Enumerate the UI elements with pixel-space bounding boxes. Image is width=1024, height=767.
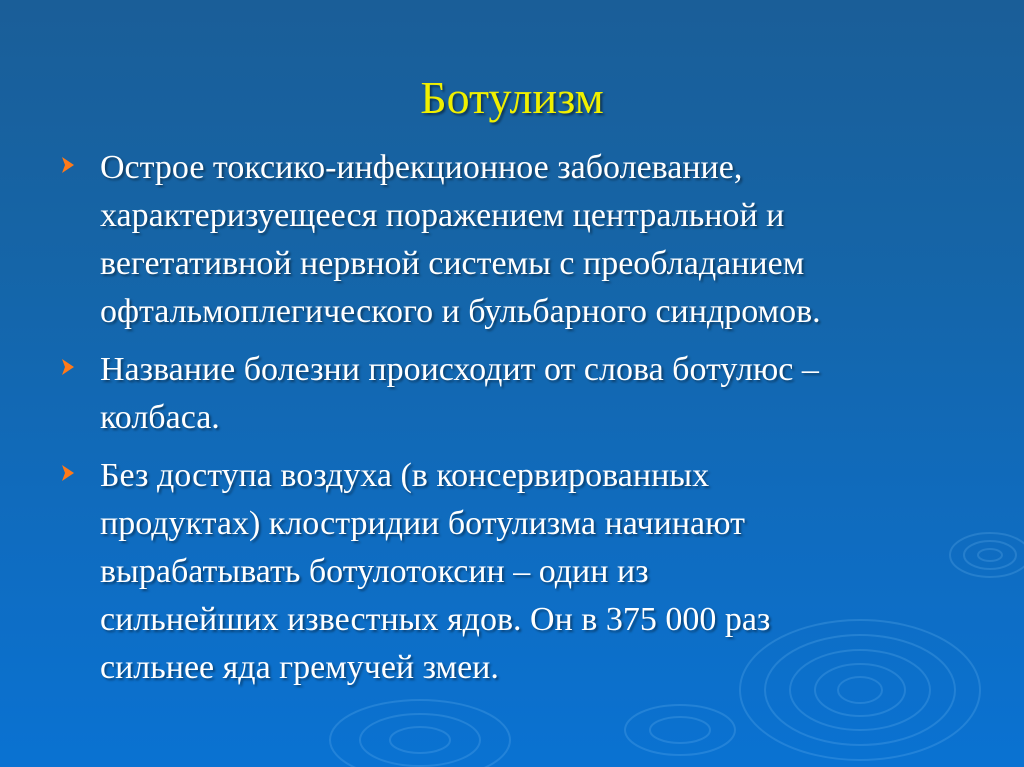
slide-title: Ботулизм [420,72,604,123]
bullet-line: вырабатывать ботулотоксин – один из [100,553,649,590]
bullet-line: Название болезни происходит от слова ботулюс – [100,351,819,388]
arrowhead-bullet-icon [62,157,74,173]
bullet-line: офтальмоплегического и бульбарного синдромов. [100,293,821,330]
bullet-list [62,144,982,702]
bullet-line: вегетативной нервной системы с преобладанием [100,245,805,282]
arrowhead-bullet-icon [62,465,74,481]
bullet-item [62,346,982,442]
bullet-item [62,144,982,336]
bullet-line: характеризуещееся поражением центральной и [100,197,785,234]
bullet-line: колбаса. [100,399,220,436]
arrowhead-bullet-icon [62,359,74,375]
bullet-line: сильнее яда гремучей змеи. [100,649,499,686]
bullet-line: Острое токсико-инфекционное заболевание, [100,149,743,186]
bullet-line: Без доступа воздуха (в консервированных [100,457,710,494]
bullet-item [62,452,982,692]
bullet-line: продуктах) клостридии ботулизма начинают [100,505,745,542]
bullet-line: сильнейших известных ядов. Он в 375 000 раз [100,601,771,638]
